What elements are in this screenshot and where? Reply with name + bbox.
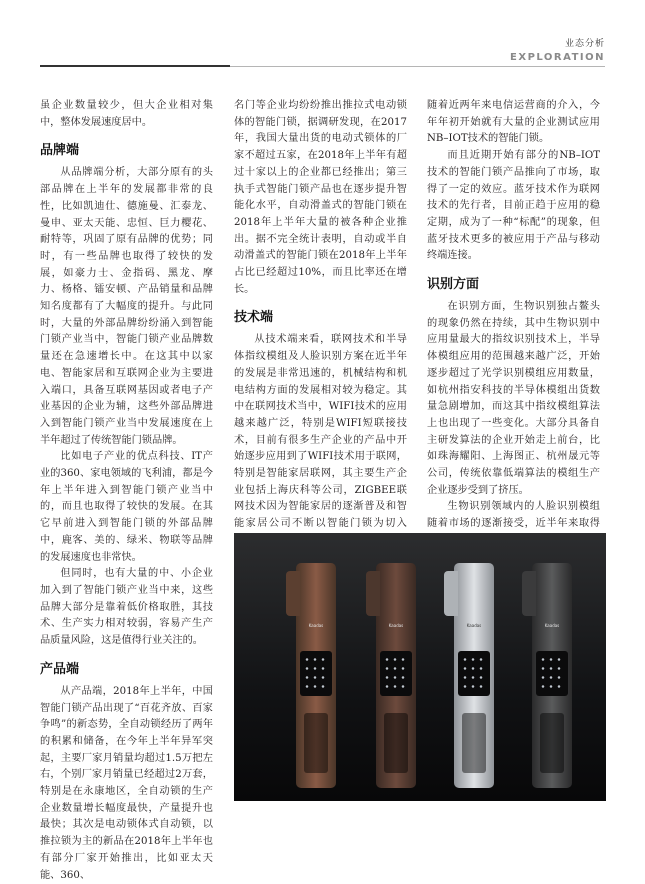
article-column-1: [40, 98, 213, 884]
keypad-icon: [383, 655, 409, 693]
paragraph: 比如电子产业的优点科技、IT产业的360、家电领域的飞利浦，都是今年上半年进入到智能门锁产业当中的，而且也取得了较快的发展。在其它早前进入到智能门锁的外部品牌中，鹿客、美的、绿米、物联等品牌的发展速度也非常快。: [40, 451, 213, 563]
keypad-icon: [539, 655, 565, 693]
section-heading-tech: 技术端: [234, 310, 274, 326]
paragraph: 但同时，也有大量的中、小企业加入到了智能门锁产业当中来，这些品牌大部分是靠着低价格取胜，其技术、生产实力相对较弱，容易产生产品质量风险，这是值得行业关注的。: [40, 568, 213, 647]
paragraph: 名门等企业均纷纷推出推拉式电动锁体的智能门锁，据调研发现，在2017年，我国大量出货的电动式锁体的厂家不超过五家，在2018年上半年有超过十家以上的企业都已经推出；第三执手式智能门锁产品也在逐步提升智能化水平，自动滑盖式的智能门锁在2018年上半年大量的被各种企业推出。据不完全统计表明，自动或半自动滑盖式的智能门锁在2018年上半年占比已经超过10%，而且比率还在增长。: [234, 100, 407, 295]
smart-lock-image: [444, 563, 504, 788]
lock-brand-logo: Kaadas: [544, 623, 560, 628]
smart-lock-image: [286, 563, 346, 788]
smart-lock-image: [522, 563, 582, 788]
paragraph: 而且近期开始有部分的NB–IOT技术的智能门锁产品推向了市场，取得了一定的效应。蓝牙技术作为联网技术的先行者，目前正趋于应用的稳定期，成为了一种“标配”的现象，但蓝牙技术更多的被应用于产品与移动终端连接。: [427, 150, 600, 262]
page-header: [510, 36, 605, 63]
paragraph: 从品牌端分析，大部分原有的头部品牌在上半年的发展都非常的良性，比如凯迪仕、德施曼、汇泰龙、曼申、亚太天能、忠恒、巨力樱花、耐特等，巩固了原有品牌的优势；同时，有一些品牌也取得了较快的发展，如豪力士、金指码、黑龙、摩力、杨格、镭安顿、产品销量和品牌知名度都有了大幅度的提升。与此同时，大量的外部品牌纷纷涌入到智能门锁产业当中，智能门锁产业品牌数量还在急速增长中。在这其中以家电、智能家居和互联网企业为主要进入端口，具备互联网基因或者电子产业基因的企业为辅，这些外部品牌进入到智能门锁产业当中发展速度在上半年超过了传统智能门锁品牌。: [40, 167, 213, 446]
lock-brand-logo: Kaadas: [466, 623, 482, 628]
header-rule-accent: [40, 65, 230, 67]
section-label: 业态分析: [564, 39, 605, 49]
keypad-icon: [303, 655, 329, 693]
lock-brand-logo: Kaadas: [308, 623, 324, 628]
paragraph: 从技术端来看，联网技术和半导体指纹模组及人脸识别方案在近半年的发展是非常迅速的，机械结构和机电结构方面的发展相对较为稳定。其中在联网技术当中，WIFI技术的应用越来越广泛，特别是WIFI短联接技术，目前有很多生产企业的产品中开始逐步应用到了WIFI技术用于联网，特别是智能家居联网，其主要生产企业包括上海庆科等公司，ZIGBEE联网技术因为智能家居的逐渐普及和智能家居公司不断以智能门锁为切入: [234, 334, 407, 530]
paragraph: 随着近两年来电信运营商的介入，今年年初开始就有大量的企业测试应用NB–IOT技术的智能门锁。: [427, 100, 600, 145]
paragraph: 生物识别领域内的人脸识别模组随着市场的逐渐接受，近半年来取得: [427, 501, 600, 530]
section-heading-recognition: 识别方面: [427, 277, 480, 293]
smart-lock-product-photo: [234, 533, 606, 801]
paragraph: 在识别方面，生物识别独占鳌头的现象仍然在持续，其中生物识别中应用量最大的指纹识别技术上，半导体模组应用的范围越来越广泛，开始逐步超过了光学识别模组应用数量，如杭州指安科技的半导体模组出货数量急剧增加，而这其中指纹模组算法上也出现了一些变化。大部分具备自主研发算法的企业开始走上前台，比如珠海耀阳、上海图正、杭州晟元等公司，传统依靠低端算法的模组生产企业逐步受到了挤压。: [427, 301, 600, 496]
lock-brand-logo: Kaadas: [388, 623, 404, 628]
keypad-icon: [461, 655, 487, 693]
paragraph: 虽企业数量较少，但大企业相对集中，整体发展速度居中。: [40, 100, 213, 128]
section-heading-brand: 品牌端: [40, 143, 80, 159]
smart-lock-image: [366, 563, 426, 788]
paragraph: 从产品端，2018年上半年，中国智能门锁产品出现了“百花齐放、百家争鸣”的新态势，全自动锁经历了两年的积累和储备，在今年上半年异军突起，主要厂家月销量均超过1.5万把左右，个别厂家月销量已经超过2万套，特别是在永康地区，全自动锁的生产企业数量增长幅度最快，产量提升也最快；其次是电动锁体式自动锁，以推拉锁为主的新品在2018年上半年也有部分厂家开始推出，比如亚太天能、360、: [40, 685, 213, 881]
section-label-en: EXPLORATION: [510, 52, 605, 63]
section-heading-product: 产品端: [40, 661, 80, 677]
